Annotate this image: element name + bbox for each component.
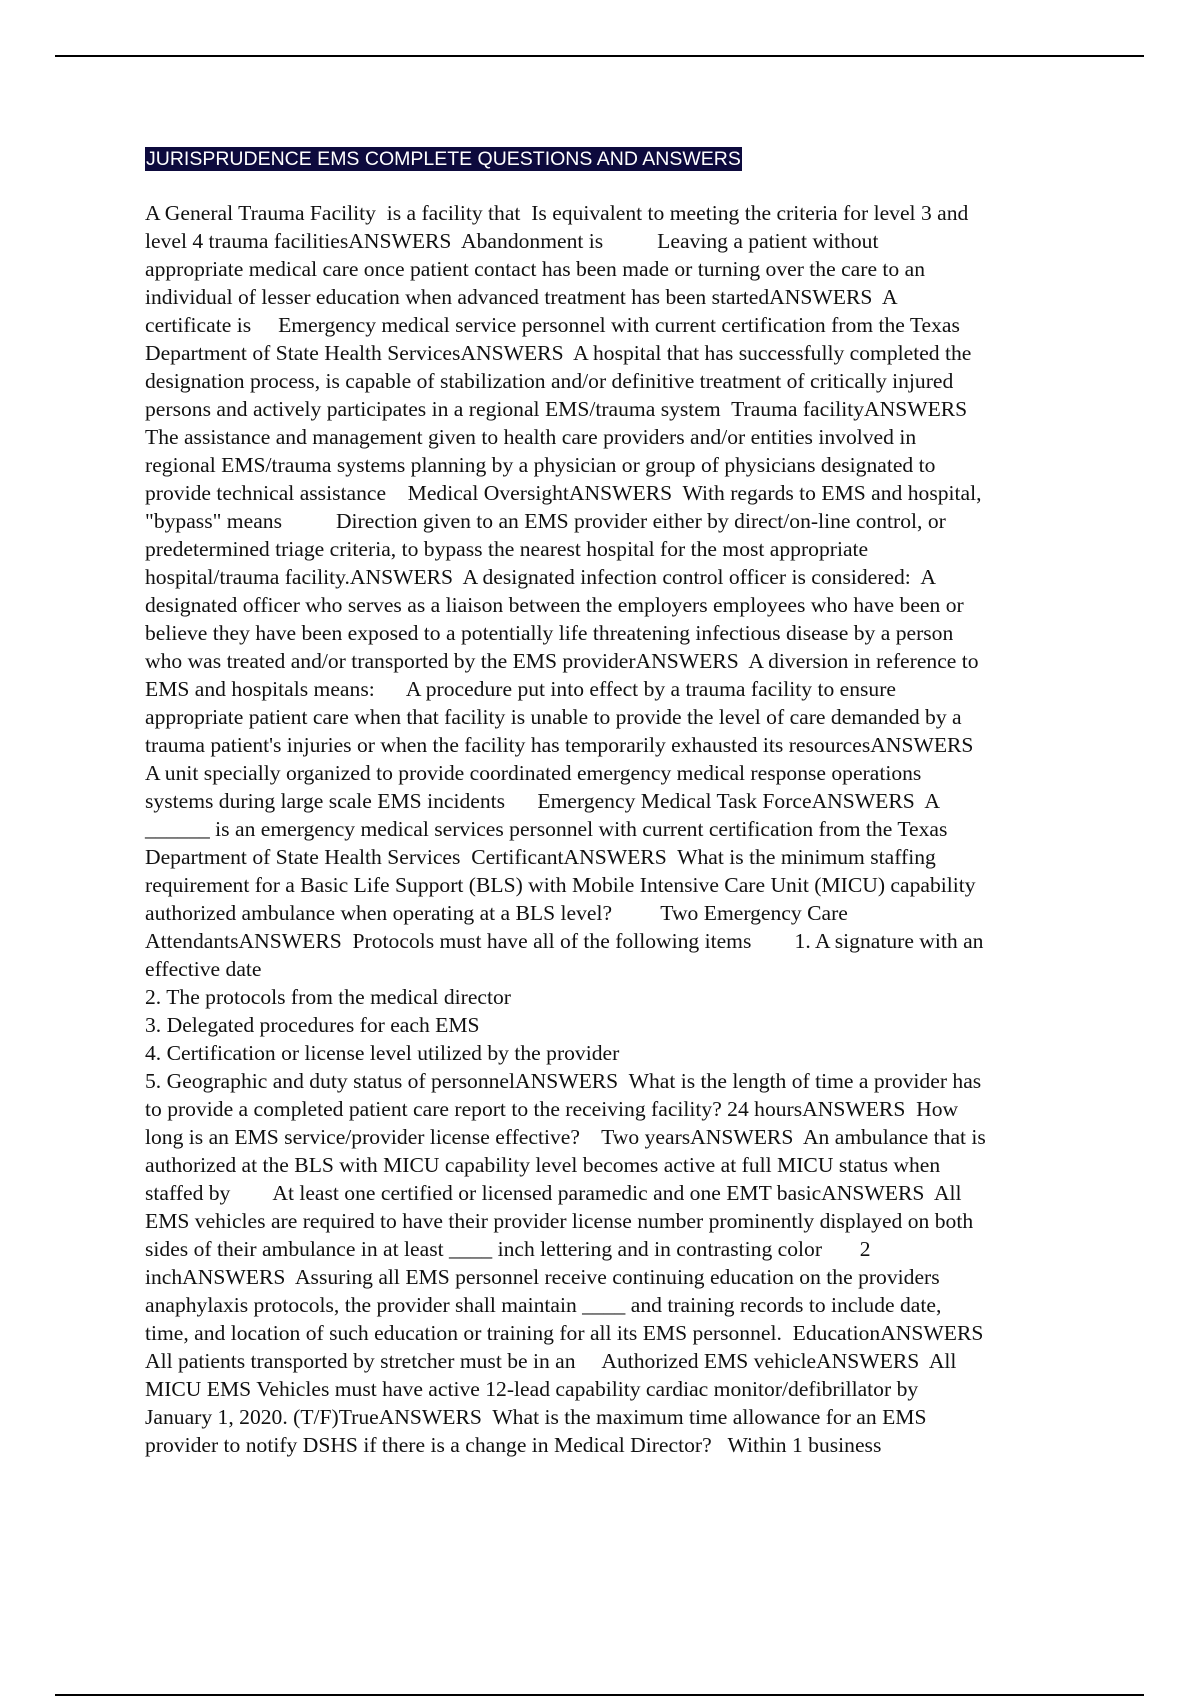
text-line: A General Trauma Facility is a facility that Is equivalent to meeting the criteria for level 3 and — [145, 201, 969, 225]
text-line: individual of lesser education when advanced treatment has been startedANSWERS A — [145, 285, 898, 309]
text-line: requirement for a Basic Life Support (BLS) with Mobile Intensive Care Unit (MICU) capability — [145, 873, 976, 897]
text-line: long is an EMS service/provider license effective? Two yearsANSWERS An ambulance that is — [145, 1125, 986, 1149]
text-line: AttendantsANSWERS Protocols must have all of the following items 1. A signature with an — [145, 929, 984, 953]
text-line: systems during large scale EMS incidents Emergency Medical Task ForceANSWERS A — [145, 789, 940, 813]
text-line: "bypass" means Direction given to an EMS provider either by direct/on-line control, or — [145, 509, 946, 533]
text-line: 2. The protocols from the medical director — [145, 985, 511, 1009]
text-line: authorized at the BLS with MICU capability level becomes active at full MICU status when — [145, 1153, 941, 1177]
text-line: Department of State Health ServicesANSWERS A hospital that has successfully completed the — [145, 341, 972, 365]
text-line: provider to notify DSHS if there is a change in Medical Director? Within 1 business — [145, 1433, 882, 1457]
text-line: MICU EMS Vehicles must have active 12-lead capability cardiac monitor/defibrillator by — [145, 1377, 919, 1401]
text-line: anaphylaxis protocols, the provider shall maintain ____ and training records to include date, — [145, 1293, 942, 1317]
text-line: Department of State Health Services CertificantANSWERS What is the minimum staffing — [145, 845, 936, 869]
document-title: JURISPRUDENCE EMS COMPLETE QUESTIONS AND ANSWERS — [146, 148, 741, 170]
text-line: hospital/trauma facility.ANSWERS A designated infection control officer is considered: A — [145, 565, 936, 589]
text-line: staffed by At least one certified or licensed paramedic and one EMT basicANSWERS All — [145, 1181, 962, 1205]
text-line: 4. Certification or license level utilized by the provider — [145, 1041, 620, 1065]
text-line: provide technical assistance Medical OversightANSWERS With regards to EMS and hospital, — [145, 481, 982, 505]
text-line: to provide a completed patient care report to the receiving facility? 24 hoursANSWERS How — [145, 1097, 959, 1121]
header-rule — [55, 55, 1144, 57]
text-line: inchANSWERS Assuring all EMS personnel receive continuing education on the providers — [145, 1265, 940, 1289]
title-block — [145, 147, 742, 171]
text-line: trauma patient's injuries or when the facility has temporarily exhausted its resourcesANSWERS — [145, 733, 974, 757]
text-line: effective date — [145, 957, 262, 981]
text-line: ______ is an emergency medical services personnel with current certification from the Texas — [145, 817, 948, 841]
text-line: time, and location of such education or training for all its EMS personnel. EducationANSWERS — [145, 1321, 984, 1345]
text-line: designated officer who serves as a liaison between the employers employees who have been or — [145, 593, 964, 617]
text-line: who was treated and/or transported by the EMS providerANSWERS A diversion in reference to — [145, 649, 979, 673]
text-line: appropriate medical care once patient contact has been made or turning over the care to an — [145, 257, 926, 281]
document-body — [145, 199, 1105, 1459]
text-line: level 4 trauma facilitiesANSWERS Abandonment is Leaving a patient without — [145, 229, 879, 253]
text-line: authorized ambulance when operating at a BLS level? Two Emergency Care — [145, 901, 848, 925]
text-line: regional EMS/trauma systems planning by a physician or group of physicians designated to — [145, 453, 936, 477]
text-line: appropriate patient care when that facility is unable to provide the level of care demanded by a — [145, 705, 962, 729]
footer-rule — [55, 1694, 1144, 1696]
text-line: January 1, 2020. (T/F)TrueANSWERS What is the maximum time allowance for an EMS — [145, 1405, 927, 1429]
text-line: persons and actively participates in a regional EMS/trauma system Trauma facilityANSWERS — [145, 397, 968, 421]
text-line: The assistance and management given to health care providers and/or entities involved in — [145, 425, 917, 449]
text-line: EMS and hospitals means: A procedure put into effect by a trauma facility to ensure — [145, 677, 896, 701]
text-line: certificate is Emergency medical service personnel with current certification from the Texas — [145, 313, 960, 337]
text-line: predetermined triage criteria, to bypass the nearest hospital for the most appropriate — [145, 537, 869, 561]
text-line: All patients transported by stretcher must be in an Authorized EMS vehicleANSWERS All — [145, 1349, 957, 1373]
text-line: 5. Geographic and duty status of personnelANSWERS What is the length of time a provider has — [145, 1069, 982, 1093]
text-line: 3. Delegated procedures for each EMS — [145, 1013, 480, 1037]
text-line: A unit specially organized to provide coordinated emergency medical response operations — [145, 761, 922, 785]
text-line: sides of their ambulance in at least ____ inch lettering and in contrasting color 2 — [145, 1237, 871, 1261]
text-line: believe they have been exposed to a potentially life threatening infectious disease by a person — [145, 621, 954, 645]
text-line: EMS vehicles are required to have their provider license number prominently displayed on both — [145, 1209, 974, 1233]
text-line: designation process, is capable of stabilization and/or definitive treatment of critically injured — [145, 369, 954, 393]
